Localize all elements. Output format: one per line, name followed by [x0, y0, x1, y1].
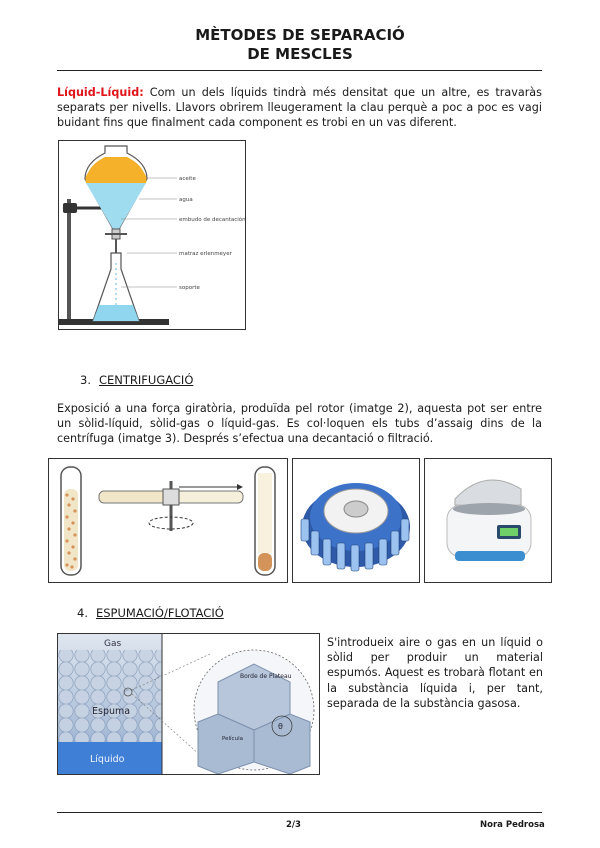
centrifuge-rotor-image [292, 458, 420, 583]
foaming-paragraph: S'introdueix aire o gas en un líquid o sòlid per produir un material espumós. Aquest es trobarà flotant en la substància líquida i, per tant, separada de la substància gasosa. [327, 636, 543, 710]
label-water: agua [179, 197, 193, 203]
liquid-liquid-text: Com un dels líquids tindrà més densitat que un altre, es travaràs separats per nivells. Llavors obrirem lleugerament la clau perquè a poc a poc es vagi buidant fins que finalment cada component es trobi en un vas diferent. [57, 86, 542, 129]
separatory-funnel-figure [58, 140, 246, 330]
centrifugation-heading [80, 373, 193, 387]
centrifugation-paragraph: Exposició a una força giratòria, produïda pel rotor (imatge 2), aquesta pot ser entre un sòlid-líquid, sòlid-gas o líquid-gas. Es col·loquen els tubs d’assaig dins de la centrífuga (imatge 3). Després s’efectua una decantació o filtració. [57, 402, 542, 445]
foaming-title: ESPUMACIÓ/FLOTACIÓ [95, 606, 224, 620]
page-number: 2/3 [286, 820, 301, 830]
centrifugation-illustration [49, 459, 287, 582]
stand-clamp [63, 203, 77, 213]
separatory-funnel-illustration [59, 141, 245, 329]
foam-illustration [58, 634, 319, 774]
centrifuge-base-stripe [455, 551, 525, 561]
label-plateau-border: Borde de Plateau [240, 673, 292, 680]
label-film: Película [222, 736, 243, 742]
centrifuge-illustration [425, 459, 551, 582]
label-funnel: embudo de decantación [179, 217, 245, 223]
title-divider [57, 70, 542, 71]
label-stand: soporte [179, 285, 200, 291]
water-layer [86, 183, 146, 229]
centrifuge-lid [455, 480, 521, 505]
page-title-line-1: MÈTODES DE SEPARACIÓ [195, 26, 405, 44]
label-oil: aceite [179, 176, 196, 182]
foam-diagram [57, 633, 320, 775]
author-name: Nora Pedrosa [480, 820, 545, 830]
centrifugation-title: CENTRIFUGACIÓ [98, 373, 194, 387]
rotor-illustration [293, 459, 419, 582]
spinning-tube-right [173, 491, 243, 503]
footer-divider [57, 812, 542, 813]
flask-liquid [93, 305, 139, 321]
stand-rod [67, 199, 71, 319]
label-flask: matraz erlenmeyer [179, 251, 232, 257]
foaming-heading [77, 606, 224, 620]
liquid-liquid-paragraph [57, 85, 542, 130]
page-title-line-2: DE MESCLES [247, 45, 353, 63]
label-liquid: Líquido [90, 754, 125, 765]
label-foam: Espuma [92, 706, 131, 717]
centrifugation-number: 3. [80, 373, 91, 387]
label-theta: θ [278, 722, 283, 731]
liquid-liquid-label: Líquid-Líquid: [57, 86, 144, 99]
centrifuge-machine-image [424, 458, 552, 583]
foaming-number: 4. [77, 606, 88, 620]
direction-arrow [237, 484, 243, 490]
spinning-tube-left [99, 491, 169, 503]
label-gas: Gas [104, 639, 122, 649]
centrifugation-diagram [48, 458, 288, 583]
